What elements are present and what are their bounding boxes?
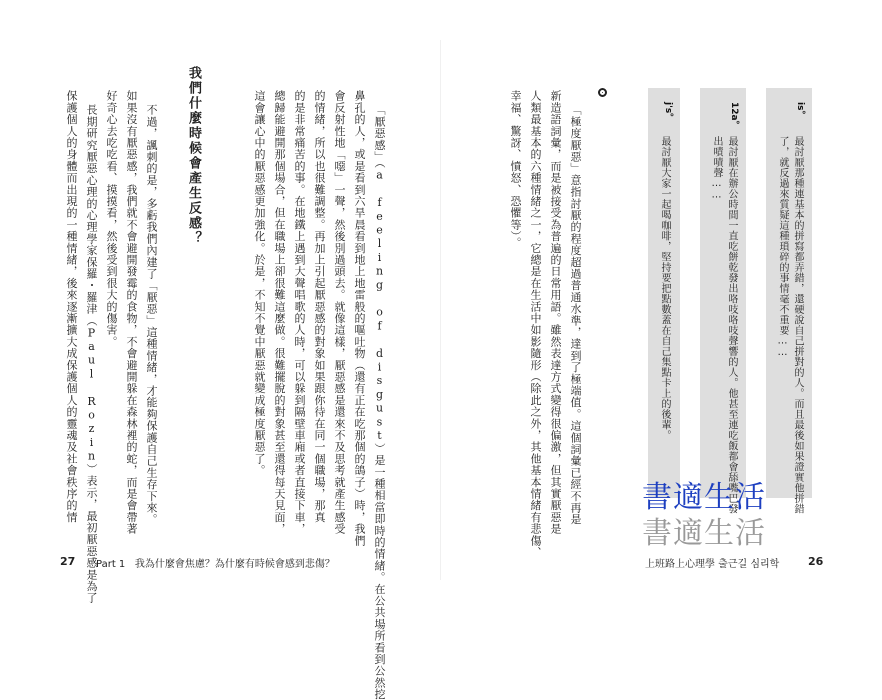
body-line: 的情緒，所以也很難調整。再加上引起厭惡感的對象如果跟你待在同一個職場，那真 <box>313 90 326 523</box>
body-line: 長期研究厭惡心理的心理學家保羅・羅津（Paul Rozin）表示，最初厭惡感是為了 <box>85 104 98 604</box>
body-line: 好奇心去吃吃看、摸摸看，然後受到很大的傷害。 <box>105 90 118 348</box>
body-line: 如果沒有厭惡感，我們就不會避開發霉的食物，不會避開躲在森林裡的蛇，而是會帶著 <box>125 90 138 535</box>
gutter <box>440 40 441 580</box>
body-line: 的是非常痛苦的事。在地鐵上遇到大聲唱歌的人時，可以躲到隔壁車廂或者直接下車， <box>293 90 306 535</box>
callout-line: 出嘖嘖聲…… <box>711 136 722 201</box>
callout-label: j's。 <box>663 102 673 123</box>
body-line: 總歸能避開那個場合，但在職場上卻很難這麼做。很難擺脫的對象甚至還得每天見面， <box>273 90 286 535</box>
callout-box <box>766 88 812 514</box>
running-head <box>96 555 335 570</box>
section-heading: 我們什麼時候會產生反感？ <box>186 66 201 246</box>
body-line: 新造語詞彙，而是被接受為普遍的日常用語。雖然表達方式變得很偏激，但其實厭惡是 <box>549 90 562 535</box>
body-line: 幸福、驚訝、憤怒、恐懼等）。 <box>509 90 522 249</box>
section-bullet-icon <box>598 88 607 97</box>
body-line: 「極度厭惡」意指討厭的程度超過普通水準，達到了極端值。這個詞彙已經不再是 <box>569 104 582 526</box>
page-number-text: 27 <box>60 555 76 568</box>
callout-line: 最討厭大家一起喝咖啡，堅持要把點數蓋在自己集點卡上的後輩。 <box>659 136 670 441</box>
callout-label: is。 <box>795 102 805 120</box>
callout-line: 了，就反過來質疑這種瑣碎的事情毫不重要…… <box>777 136 788 359</box>
callout-label: 12a。 <box>729 102 739 130</box>
running-head <box>645 555 779 570</box>
running-head-title: 上班路上心理學 출근길 심리학 <box>645 559 780 570</box>
body-line: 這會讓心中的厭惡感更加強化。於是，不知不覺中厭惡就變成極度厭惡了。 <box>253 90 266 477</box>
callout-box <box>700 88 746 514</box>
page-number <box>808 555 823 568</box>
running-head-title: 我為什麼會焦慮？為什麼有時候會感到悲傷？ <box>134 559 335 570</box>
body-line: 不過，諷刺的是，多虧我們內建了「厭惡」這種情緒，才能夠保護自己生存下來。 <box>145 104 158 526</box>
callout-line: 最討厭在辦公時間一直吃餅乾發出咯吱咯吱聲響的人。他甚至連吃飯都會舔嘴巴發 <box>726 136 737 514</box>
body-line: 保護個人的身體而出現的一種情緒，後來逐漸擴大成保護個人的靈魂及社會秩序的情 <box>65 90 78 523</box>
callout-line: 最討厭那種連基本的拼寫都弄錯，還硬說自己拼對的人。而且最後如果證實他拼錯 <box>792 136 803 514</box>
publisher-watermark-shadow: 書適生活 <box>642 516 766 551</box>
body-line: 「厭惡感」（a feeling of disgust）是一種相當即時的情緒。在公共場所看到公然挖 <box>373 104 386 700</box>
publisher-watermark: 書適生活 <box>642 480 766 515</box>
body-line: 鼻孔的人，或是看到六旱晨看到地上地雷般的嘔吐物（還有正在吃那個的鴿子）時，我們 <box>353 90 366 547</box>
page-number <box>60 555 75 568</box>
page-number-text: 26 <box>808 555 824 568</box>
body-line: 人類最基本的六種情緒之一，它總是在生活中如影隨形（除此之外，其他基本情緒有悲傷、 <box>529 90 542 558</box>
callout-box <box>648 88 680 498</box>
running-head-part: Part 1 <box>96 559 126 570</box>
body-line: 會反射性地「噁」一聲，然後別過頭去。就像這樣，厭惡感是還來不及思考就產生感受 <box>333 90 346 535</box>
